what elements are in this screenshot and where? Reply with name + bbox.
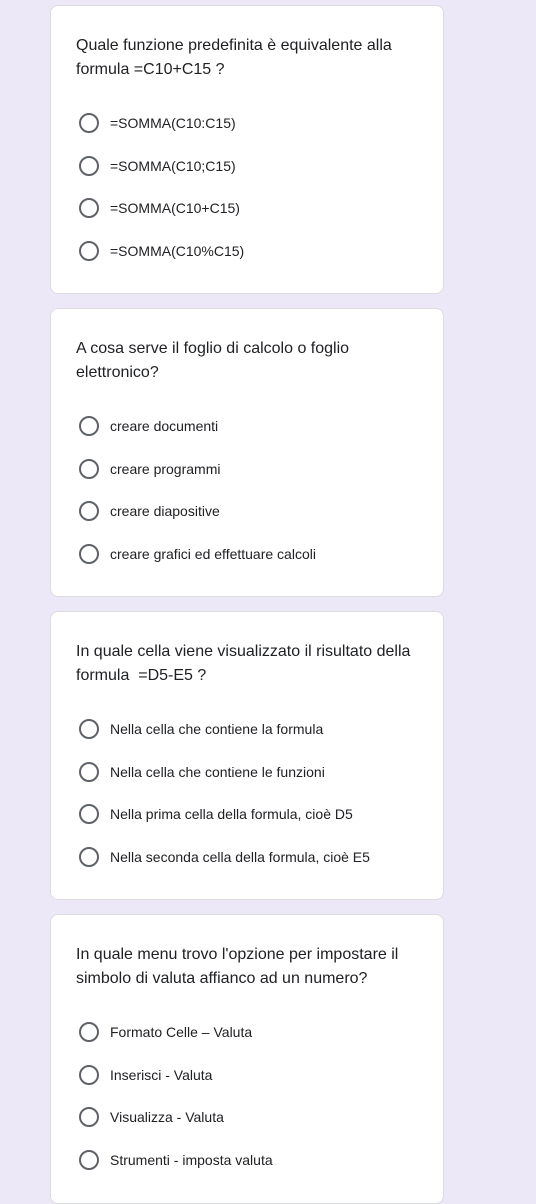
answer-label: =SOMMA(C10;C15) bbox=[110, 157, 236, 174]
radio-button-icon[interactable] bbox=[79, 1022, 99, 1042]
answer-label: =SOMMA(C10:C15) bbox=[110, 115, 236, 132]
radio-button-icon[interactable] bbox=[79, 198, 99, 218]
answer-option[interactable] bbox=[76, 1139, 419, 1182]
radio-button-icon[interactable] bbox=[79, 113, 99, 133]
radio-button-icon[interactable] bbox=[79, 847, 99, 867]
question-text: In quale cella viene visualizzato il risultato della formula =D5-E5 ? bbox=[76, 643, 415, 684]
question-card-2 bbox=[50, 308, 444, 597]
radio-button-icon[interactable] bbox=[79, 719, 99, 739]
answer-label: Nella seconda cella della formula, cioè E5 bbox=[110, 848, 370, 865]
answer-label: creare documenti bbox=[110, 418, 219, 435]
radio-button-icon[interactable] bbox=[79, 459, 99, 479]
radio-button-icon[interactable] bbox=[79, 241, 99, 261]
answer-label: creare grafici ed effettuare calcoli bbox=[110, 545, 316, 562]
radio-button-icon[interactable] bbox=[79, 1065, 99, 1085]
answer-label: =SOMMA(C10%C15) bbox=[110, 242, 245, 259]
answer-option[interactable] bbox=[76, 1011, 419, 1054]
radio-button-icon[interactable] bbox=[79, 156, 99, 176]
answer-label: creare diapositive bbox=[110, 503, 220, 520]
answer-option[interactable] bbox=[76, 145, 419, 188]
answer-option[interactable] bbox=[76, 1096, 419, 1139]
answer-option[interactable] bbox=[76, 751, 419, 794]
question-card-1 bbox=[50, 5, 444, 294]
answer-option[interactable] bbox=[76, 793, 419, 836]
radio-button-icon[interactable] bbox=[79, 804, 99, 824]
question-card-3 bbox=[50, 611, 444, 900]
answer-option[interactable] bbox=[76, 708, 419, 751]
answer-option[interactable] bbox=[76, 405, 419, 448]
answer-label: Inserisci - Valuta bbox=[110, 1066, 213, 1083]
answer-label: Strumenti - imposta valuta bbox=[110, 1151, 273, 1168]
question-text: Quale funzione predefinita è equivalente alla formula =C10+C15 ? bbox=[76, 37, 397, 78]
answer-label: Formato Celle – Valuta bbox=[110, 1024, 253, 1041]
answer-option[interactable] bbox=[76, 187, 419, 230]
answer-label: Nella cella che contiene la formula bbox=[110, 721, 324, 738]
answer-option[interactable] bbox=[76, 448, 419, 491]
radio-button-icon[interactable] bbox=[79, 544, 99, 564]
answer-label: Nella prima cella della formula, cioè D5 bbox=[110, 806, 353, 823]
question-text: In quale menu trovo l'opzione per impostare il simbolo di valuta affianco ad un numero? bbox=[76, 946, 403, 987]
radio-button-icon[interactable] bbox=[79, 501, 99, 521]
question-card-4 bbox=[50, 914, 444, 1204]
radio-button-icon[interactable] bbox=[79, 1150, 99, 1170]
answer-label: Nella cella che contiene le funzioni bbox=[110, 763, 325, 780]
radio-button-icon[interactable] bbox=[79, 762, 99, 782]
answer-label: =SOMMA(C10+C15) bbox=[110, 200, 240, 217]
answer-option[interactable] bbox=[76, 490, 419, 533]
answer-option[interactable] bbox=[76, 836, 419, 879]
answer-option[interactable] bbox=[76, 102, 419, 145]
radio-button-icon[interactable] bbox=[79, 416, 99, 436]
radio-button-icon[interactable] bbox=[79, 1107, 99, 1127]
answer-option[interactable] bbox=[76, 1054, 419, 1097]
answer-label: creare programmi bbox=[110, 460, 221, 477]
answer-option[interactable] bbox=[76, 533, 419, 576]
question-text: A cosa serve il foglio di calcolo o foglio elettronico? bbox=[76, 340, 354, 381]
answer-option[interactable] bbox=[76, 230, 419, 273]
answer-label: Visualizza - Valuta bbox=[110, 1109, 224, 1126]
